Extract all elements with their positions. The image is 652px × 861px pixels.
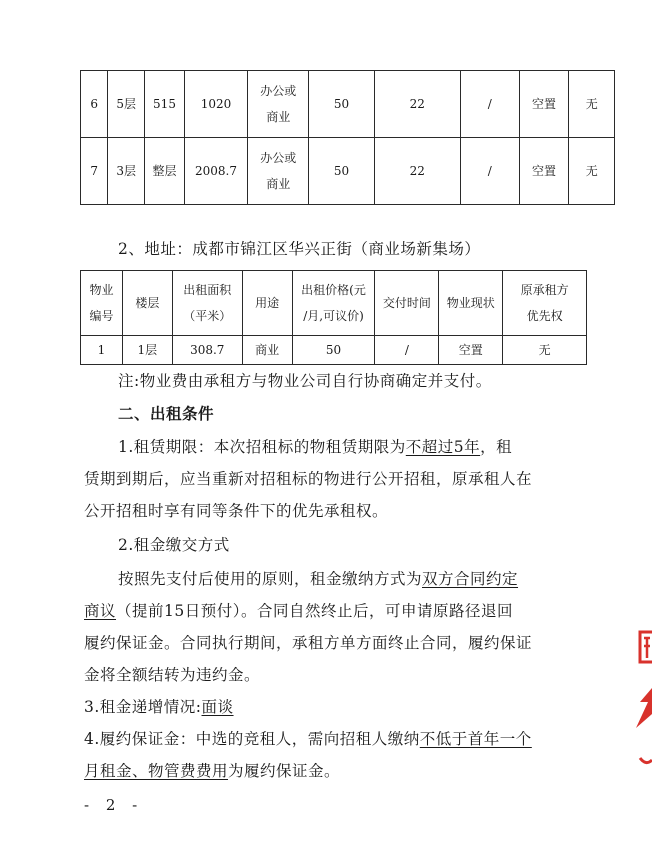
address-line: 2、地址：成都市锦江区华兴正街（商业场新集场） <box>118 240 481 258</box>
cell-no: 1 <box>81 336 123 365</box>
cell-area: 1020 <box>184 71 247 138</box>
header-area: 出租面积 （平米） <box>172 271 242 336</box>
cell-delivery: 22 <box>374 71 460 138</box>
rent-increase-value: 面谈 <box>201 698 234 716</box>
cell-floor: 5层 <box>108 71 145 138</box>
item2-line3: 履约保证金。合同执行期间，承租方单方面终止合同，履约保证 <box>84 634 533 652</box>
cell-price: 50 <box>309 71 374 138</box>
header-state: 物业现状 <box>439 271 503 336</box>
cell-state: 空置 <box>519 71 569 138</box>
header-delivery: 交付时间 <box>375 271 439 336</box>
header-use: 用途 <box>242 271 292 336</box>
item4-line2: 月租金、物管费费用为履约保证金。 <box>84 762 341 780</box>
table-row <box>81 71 615 138</box>
cell-price: 50 <box>292 336 375 365</box>
note-line: 注:物业费由承租方与物业公司自行协商确定并支付。 <box>118 372 492 390</box>
cell-use: 办公或 商业 <box>248 71 309 138</box>
cell-priority: 无 <box>569 71 615 138</box>
item4-line1: 4.履约保证金：中选的竞租人，需向招租人缴纳不低于首年一个 <box>84 730 532 748</box>
cell-state: 空置 <box>439 336 503 365</box>
table-header-row <box>81 271 587 336</box>
payment-method-value: 双方合同约定 <box>422 570 519 588</box>
header-price: 出租价格(元 /月,可议价) <box>292 271 375 336</box>
table-row <box>81 138 615 205</box>
cell-slash: / <box>460 138 519 205</box>
cell-delivery: / <box>375 336 439 365</box>
cell-room: 整层 <box>145 138 185 205</box>
item1-line2: 赁期到期后，应当重新对招租标的物进行公开招租，原承租人在 <box>84 470 533 488</box>
cell-no: 7 <box>81 138 108 205</box>
item2-line4: 金将全额结转为违约金。 <box>84 666 261 684</box>
cell-use: 办公或 商业 <box>248 138 309 205</box>
header-no: 物业 编号 <box>81 271 123 336</box>
deposit-value: 不低于首年一个 <box>419 730 532 748</box>
cell-priority: 无 <box>503 336 587 365</box>
seal-stamp-fragment <box>626 628 652 778</box>
cell-area: 308.7 <box>172 336 242 365</box>
cell-price: 50 <box>309 138 374 205</box>
item3-line: 3.租金递增情况:面谈 <box>84 698 234 716</box>
cell-area: 2008.7 <box>184 138 247 205</box>
section-heading: 二、出租条件 <box>118 404 215 423</box>
cell-floor: 1层 <box>122 336 172 365</box>
item2-line2: 商议（提前15日预付）。合同自然终止后，可申请原路径退回 <box>84 602 513 620</box>
cell-no: 6 <box>81 71 108 138</box>
property-table-2 <box>80 270 587 365</box>
item2-line1: 按照先支付后使用的原则，租金缴纳方式为双方合同约定 <box>118 570 519 588</box>
item2-title: 2.租金缴交方式 <box>118 536 230 554</box>
header-priority: 原承租方 优先权 <box>503 271 587 336</box>
cell-slash: / <box>460 71 519 138</box>
page-number: - 2 - <box>84 796 144 814</box>
cell-delivery: 22 <box>374 138 460 205</box>
header-floor: 楼层 <box>122 271 172 336</box>
cell-state: 空置 <box>519 138 569 205</box>
item1-line3: 公开招租时享有同等条件下的优先承租权。 <box>84 502 389 520</box>
table-row <box>81 336 587 365</box>
cell-use: 商业 <box>242 336 292 365</box>
cell-room: 515 <box>145 71 185 138</box>
cell-priority: 无 <box>569 138 615 205</box>
cell-floor: 3层 <box>108 138 145 205</box>
property-table-continued <box>80 70 615 205</box>
lease-term-value: 不超过5年 <box>405 438 481 456</box>
item1-line1: 1.租赁期限：本次招租标的物租赁期限为不超过5年，租 <box>118 438 513 456</box>
